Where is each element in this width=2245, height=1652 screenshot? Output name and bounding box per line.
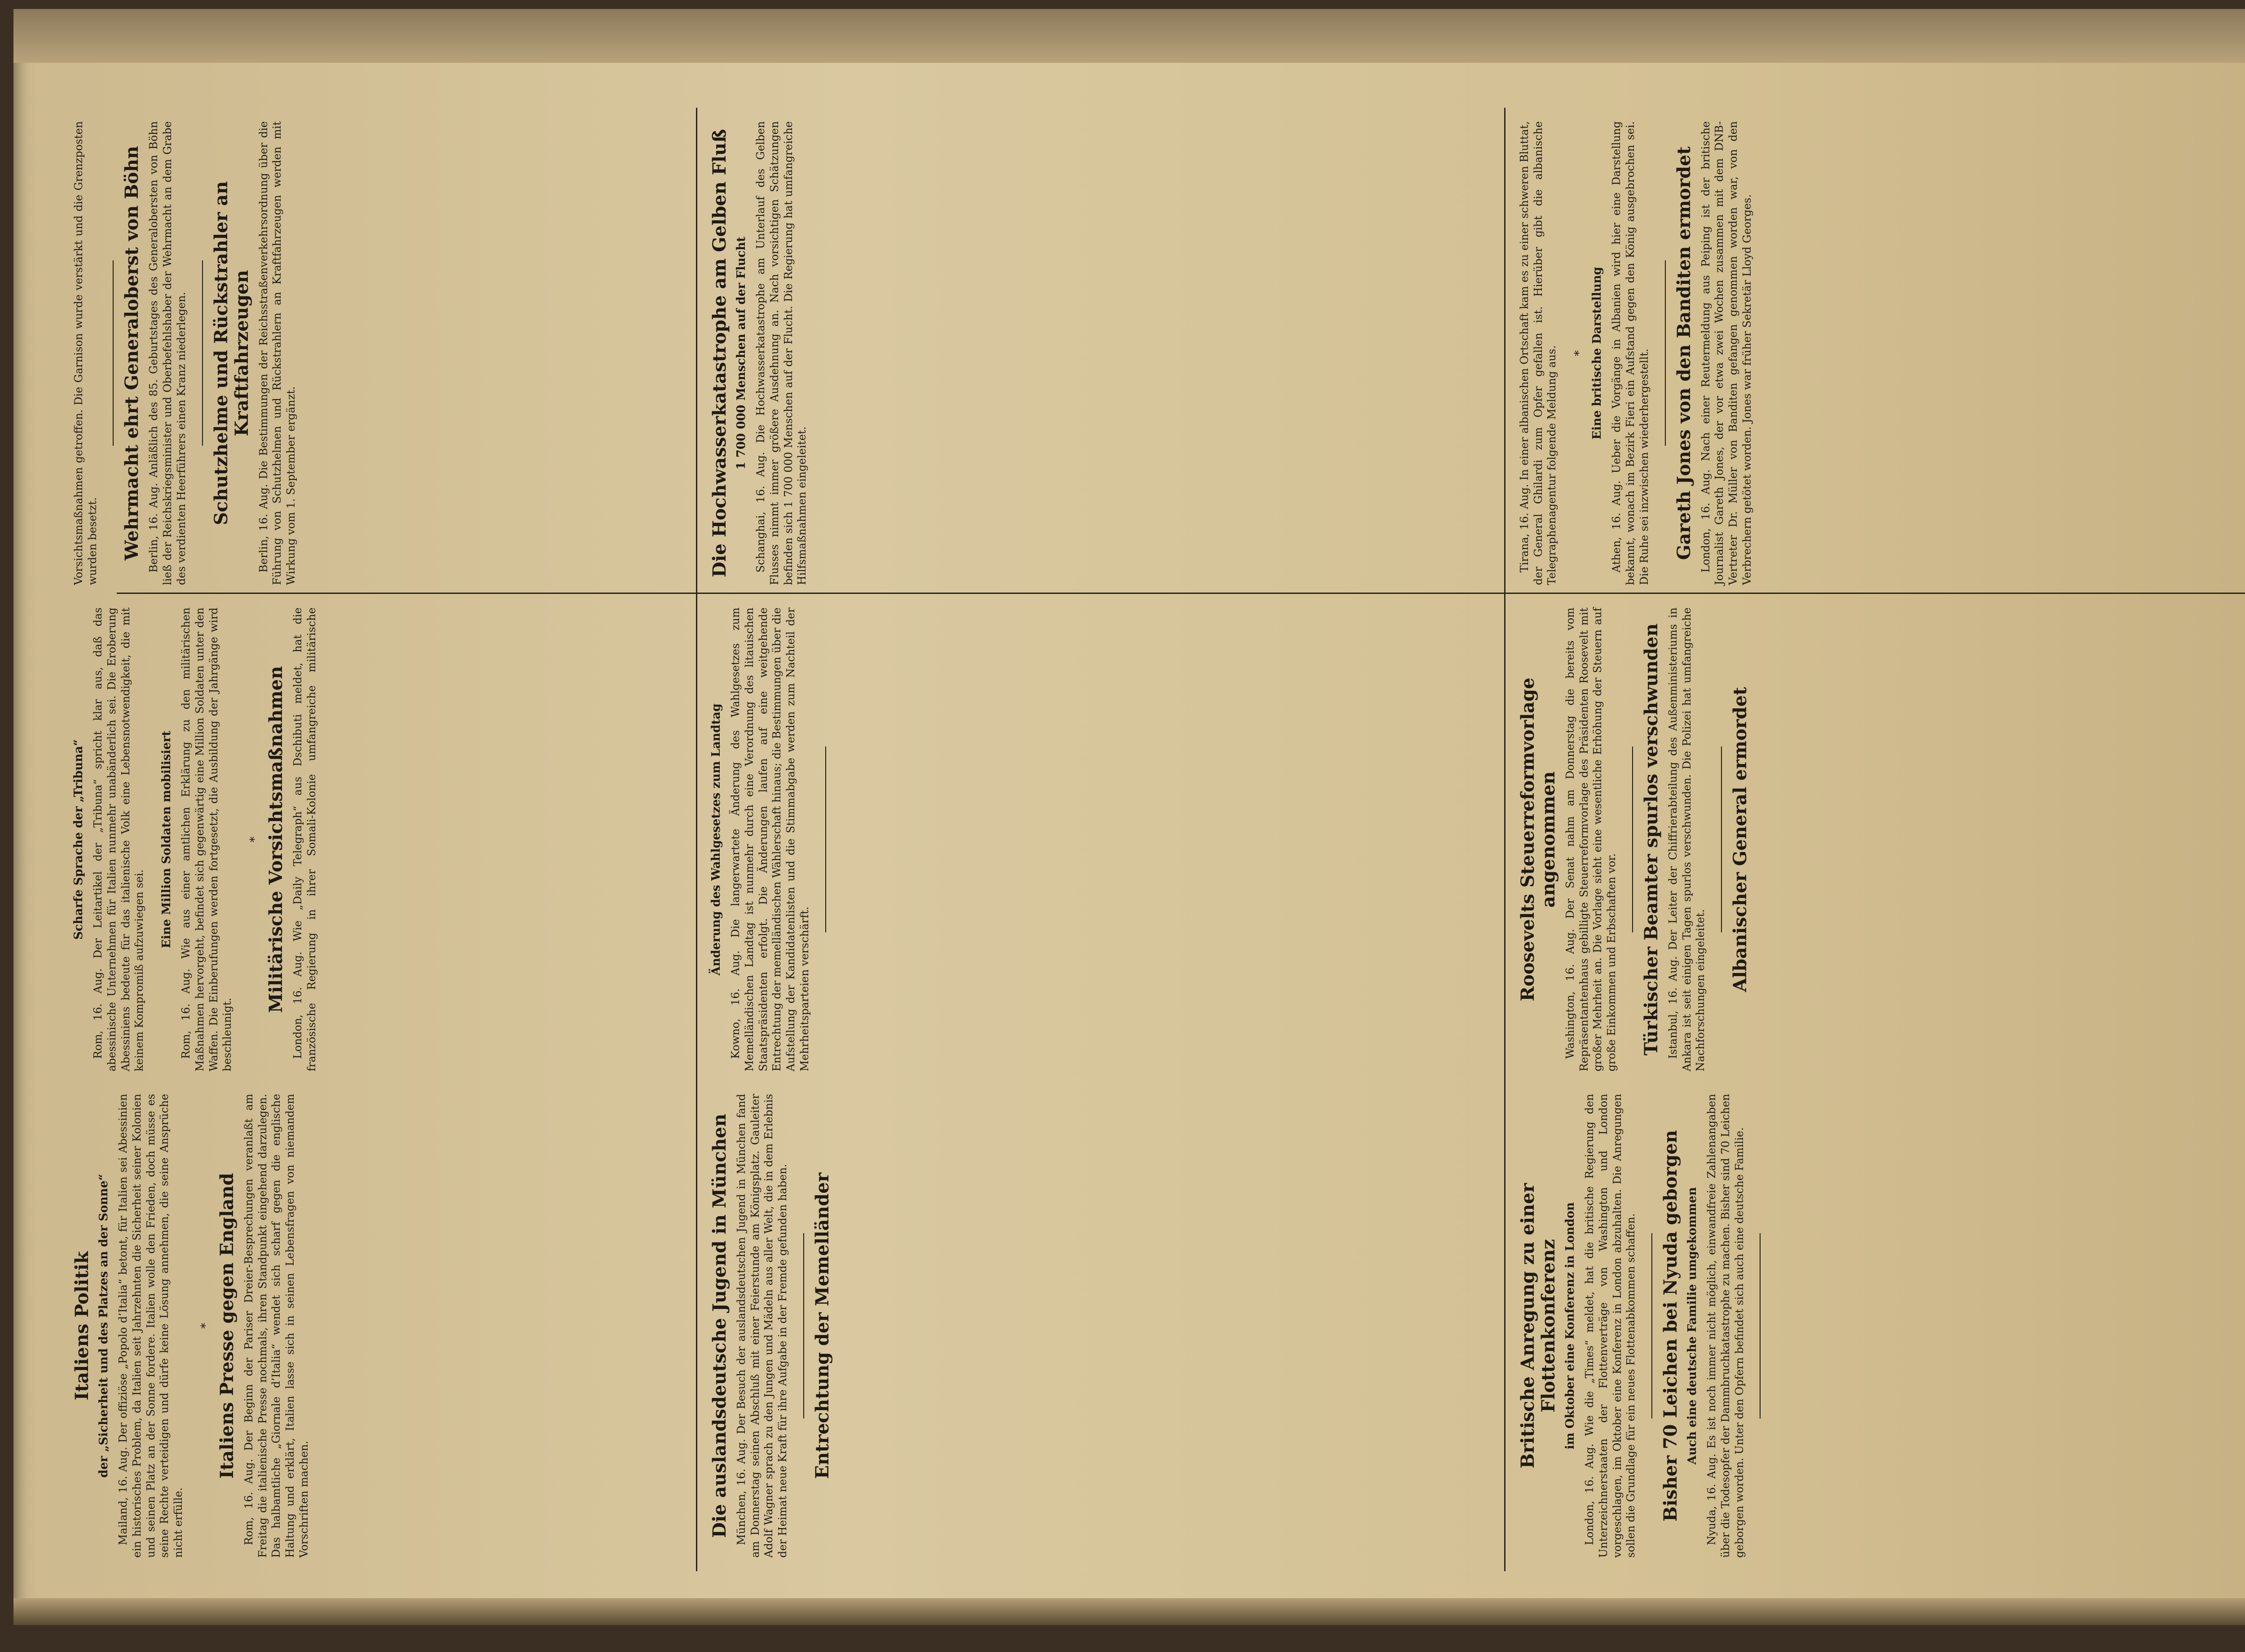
story-jugend [709,1094,790,1558]
separator-star: * [198,1322,212,1329]
story-darstellung [1590,121,1651,585]
headline: Italiens Presse gegen England [216,1173,238,1479]
column-rule [1504,108,1505,1571]
story-tuerkei [1641,607,1708,1071]
subhead: Auch eine deutsche Familie umgekommen [1686,1187,1699,1465]
column-block-right [1513,112,2245,1567]
divider [825,747,826,932]
separator-star: * [1572,350,1586,356]
story-schutzhelme [211,121,298,585]
story-body: München, 16. Aug. Der Besuch der auslandsdeutschen Jugend in München fand am Donnerstag seinen Abschluß mit einer Feierstunde am Königsplatz. Gauleiter Adolf Wagner sprach zu den Jungen und Mädeln aus aller Welt, die in dem Erlebnis der Heimat neue Kraft für ihre Aufgabe in der Fremde gefunden haben. [735,1094,789,1558]
story-body: Berlin, 16. Aug. Anläßlich des 85. Geburtstages des Generalobersten von Böhn ließ der Reichskriegsminister und Oberbefehlshaber der Wehrmacht an dem Grabe des verdienten Heerführers einen Kranz niederlegen. [147,121,188,585]
story-nyuda [1660,1094,1746,1558]
column-block-middle [705,112,1495,1567]
divider [1632,747,1633,932]
headline: Türkischer Beamter spurlos verschwunden [1640,623,1662,1056]
headline: Entrechtung der Memelländer [811,1173,833,1479]
headline: Die Hochwasserkatastrophe am Gelben Fluß [709,129,730,578]
story-body: Nyuda, 16. Aug. Es ist noch immer nicht möglich, einwandfreie Zahlenangaben über die Todesopfer der Dammbruchkatastrophe zu machen. Bisher sind 70 Leichen geborgen worden. Unter den Opfern befindet sich auch eine deutsche Familie. [1705,1094,1746,1558]
headline: Gareth Jones von den Banditen ermordet [1673,146,1695,560]
headline: Italiens Politik [71,1251,92,1401]
divider [113,260,114,446]
story-steuer [1518,607,1619,1071]
subhead: im Oktober eine Konferenz in London [1563,1202,1577,1450]
story-body: Rom, 16. Aug. Der Beginn der Pariser Dreier-Besprechungen veranlaßt am Freitag die italienische Presse nochmals, ihren Standpunkt eingehend darzulegen. Das halbamtliche „Giornale d’Italia“ wendet sich scharf gegen die englische Haltung und erklärt, Italien lasse sich in seinen Lebensfragen von niemandem Vorschriften machen. [242,1094,310,1558]
story-body: Rom, 16. Aug. Wie aus einer amtlichen Erklärung zu den militärischen Maßnahmen hervorgeht, befindet sich gegenwärtig eine Million Soldaten unter den Waffen. Die Einberufungen werden fortgesetzt, die Ausbildung der Jahrgänge wird beschleunigt. [180,607,234,1072]
subhead: Änderung des Wahlgesetzes zum Landtag [709,703,723,975]
story-body: London, 16. Aug. Nach einer Reutermeldung aus Peiping ist der britische Journalist Gareth Jones, der vor etwa zwei Wochen zusammen mit dem DNB-Vertreter Dr. Müller von Banditen gefangen genommen worden war, von den Verbrechern getötet worden. Jones war früher Sekretär Lloyd Georges. [1699,121,1753,585]
headline: Roosevelts Steuerreformvorlage angenommen [1517,677,1559,1002]
subhead: der „Sicherheit und des Platzes an der Sonne“ [97,1173,110,1478]
column-block-left [67,112,687,1567]
headline: Eine Million Soldaten mobilisiert [160,730,174,949]
story-hochwasser [709,121,809,585]
story-body: Tirana, 16. Aug. In einer albanischen Ortschaft kam es zu einer schweren Bluttat, der General Ghilardi zum Opfer gefallen ist. Hierüber gibt die albanische Telegraphenagentur folgende Meldung aus. [1518,121,1558,585]
headline: Albanischer General ermordet [1730,687,1751,992]
headline: Schutzhelme und Rückstrahler an Kraftfahrzeugen [210,181,252,525]
separator-star: * [248,836,262,843]
story-body: Berlin, 16. Aug. Die Bestimmungen der Reichsstraßenverkehrsordnung über die Führung von Schutzhelmen und Rückstrahlern an Kraftfahrzeugen werden mit Wirkung vom 1. September ergänzt. [257,121,298,585]
divider [1665,260,1666,446]
story-mission [160,607,234,1071]
divider [1760,1233,1761,1419]
divider [1721,747,1722,932]
column-rule [696,108,697,1571]
divider [202,260,203,446]
headline: Die auslandsdeutsche Jugend in München [709,1113,730,1538]
story-jones [1674,121,1754,585]
story-body: Mailand, 16. Aug. Der offiziöse „Popolo d’Italia“ betont, für Italien sei Abessinien ein historisches Problem, da Italien seit Jahrzehnten die Sicherheit seiner Kolonien und seinen Platz an der Sonne fordere. Italien wolle den Frieden, doch müsse es seine Rechte verteidigen und dürfe keine Lösung annehmen, die seine Ansprüche nicht erfülle. [117,1094,185,1558]
story-italien-politik [72,1094,185,1558]
divider [803,1233,804,1419]
story-boehn [122,121,188,585]
story-body: Rom, 16. Aug. Der Leitartikel der „Tribuna“ spricht klar aus, daß das abessinische Unternehmen für Italien nunmehr unabänderlich sei. Die Eroberung Abessiniens bedeute für das italienische Volk eine Lebensnotwendigkeit, die mit keinem Kompromiß aufzuwiegen sei. [92,607,146,1072]
story-body: Kowno, 16. Aug. Die langerwartete Änderung des Wahlgesetzes zum Memelländischen Landtag ist nunmehr durch eine Verordnung des litauischen Staatspräsidenten erfolgt. Die Änderungen laufen auf eine weitgehende Entrechtung der memelländischen Wählerschaft hinaus; die Bestimmungen über die Aufstellung der Kandidatenlisten und die Stimmabgabe werden zum Nachteil der Mehrheitsparteien verschärft. [729,607,811,1072]
headline: Britische Anregung zu einer Flottenkonferenz [1517,1183,1559,1469]
divider [1651,1233,1652,1419]
story-body: Schanghai, 16. Aug. Die Hochwasserkatastrophe am Unterlauf des Gelben Flusses nimmt immer größere Ausdehnung an. Nach vorsichtigen Schätzungen befinden sich 1 700 000 Menschen auf der Flucht. Die Regierung hat umfangreiche Hilfsmaßnahmen eingeleitet. [754,121,809,585]
page-top-edge [13,9,2245,63]
story-tribuna [72,607,146,1071]
story-presse-england [217,1094,311,1558]
headline: Scharfe Sprache der „Tribuna“ [72,739,85,940]
subhead: 1 700 000 Menschen auf der Flucht [735,237,748,470]
page-bottom-edge [13,1598,2245,1625]
headline: Bisher 70 Leichen bei Nyuda geborgen [1660,1130,1682,1522]
story-body: Istanbul, 16. Aug. Der Leiter der Chiffrierabteilung des Außenministeriums in Ankara ist seit einigen Tagen spurlos verschwunden. Die Polizei hat umfangreiche Nachforschungen eingeleitet. [1666,607,1707,1072]
newspaper-page [13,9,2245,1625]
story-body: Athen, 16. Aug. Ueber die Vorgänge in Albanien wird hier eine Darstellung bekannt, wonach im Bezirk Fieri ein Aufstand gegen den König ausgebrochen sei. Die Ruhe sei inzwischen wiederhergestellt. [1610,121,1651,585]
headline: Eine britische Darstellung [1590,267,1604,440]
headline: Wehrmacht ehrt Generaloberst von Böhn [121,146,143,561]
story-flotte [1518,1094,1638,1558]
story-body: Washington, 16. Aug. Der Senat nahm am Donnerstag die bereits vom Repräsentantenhaus gebilligte Steuerreformvorlage des Präsidenten Roosevelt mit großer Mehrheit an. Die Vorlage sieht eine wesentliche Erhöhung der Steuern auf große Einkommen und Erbschaften vor. [1564,607,1618,1072]
story-body: London, 16. Aug. Wie die „Times“ meldet, hat die britische Regierung den Unterzeichnerstaaten der Flottenverträge von Washington und London vorgeschlagen, im Oktober eine Konferenz in London abzuhalten. Die Anregungen sollen die Grundlage für ein neues Flottenabkommen schaffen. [1583,1094,1638,1558]
headline: Militärische Vorsichtsmaßnahmen [265,666,287,1013]
story-body: London, 16. Aug. Wie „Daily Telegraph“ aus Dschibuti meldet, hat die französische Regierung in ihrer Somali-Kolonie umfangreiche militärische Vorsichtsmaßnahmen getroffen. Die Garnison wurde verstärkt und die Grenzposten wurden besetzt. [72,121,318,1072]
